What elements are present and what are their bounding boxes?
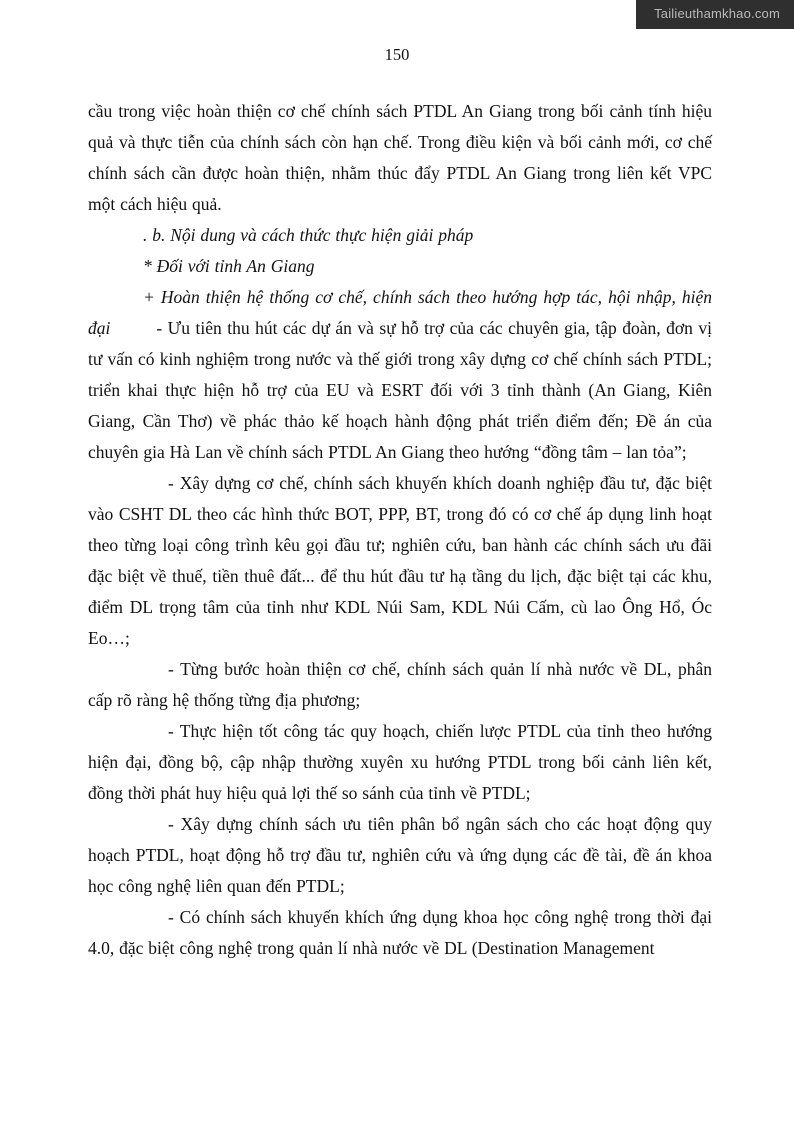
paragraph — [88, 654, 712, 716]
paragraph — [88, 220, 712, 251]
paragraph — [88, 468, 712, 654]
page-number: 150 — [384, 45, 410, 64]
text-segment: - Thực hiện tốt công tác quy hoạch, chiến lược PTDL của tỉnh theo hướng hiện đại, đồng bộ, cập nhập thường xuyên xu hướng PTDL trong bối cảnh liên kết, đồng thời phát huy hiệu quả lợi thế so sánh của tỉnh về PTDL; — [88, 721, 712, 803]
text-segment: - Từng bước hoàn thiện cơ chế, chính sách quản lí nhà nước về DL, phân cấp rõ ràng hệ thống từng địa phương; — [88, 659, 712, 710]
paragraph — [88, 282, 712, 468]
watermark: Tailieuthamkhao.com — [636, 0, 794, 29]
document-body — [88, 96, 712, 964]
paragraph — [88, 809, 712, 902]
text-segment: * Đối với tỉnh An Giang — [143, 256, 315, 276]
text-segment: - Xây dựng cơ chế, chính sách khuyến khích doanh nghiệp đầu tư, đặc biệt vào CSHT DL theo các hình thức BOT, PPP, BT, trong đó có cơ chế áp dụng linh hoạt theo từng loại công trình kêu gọi đầu tư; nghiên cứu, ban hành các chính sách ưu đãi đặc biệt về thuế, tiền thuê đất... để thu hút đầu tư hạ tầng du lịch, đặc biệt tại các khu, điểm DL trọng tâm của tỉnh như KDL Núi Sam, KDL Núi Cấm, cù lao Ông Hổ, Óc Eo…; — [88, 473, 712, 648]
text-segment: + Hoàn thiện hệ thống cơ chế, chính sách theo hướng hợp tác, hội nhập, hiện đại — [88, 287, 712, 338]
paragraph — [88, 96, 712, 220]
paragraph — [88, 902, 712, 964]
text-segment: - Có chính sách khuyến khích ứng dụng khoa học công nghệ trong thời đại 4.0, đặc biệt công nghệ trong quản lí nhà nước về DL (Destination Management — [88, 907, 712, 958]
paragraph — [88, 716, 712, 809]
text-segment: - Ưu tiên thu hút các dự án và sự hỗ trợ của các chuyên gia, tập đoàn, đơn vị tư vấn có kinh nghiệm trong nước và thế giới trong xây dựng cơ chế chính sách PTDL; triển khai thực hiện hỗ trợ của EU và ESRT đối với 3 tỉnh thành (An Giang, Kiên Giang, Cần Thơ) về phác thảo kế hoạch hành động phát triển điểm đến; Đề án của chuyên gia Hà Lan về chính sách PTDL An Giang theo hướng “đồng tâm – lan tỏa”; — [88, 318, 712, 462]
text-segment: . b. Nội dung và cách thức thực hiện giải pháp — [143, 225, 474, 245]
text-segment: cầu trong việc hoàn thiện cơ chế chính sách PTDL An Giang trong bối cảnh tính hiệu quả và thực tiễn của chính sách còn hạn chế. Trong điều kiện và bối cảnh mới, cơ chế chính sách cần được hoàn thiện, nhằm thúc đẩy PTDL An Giang trong liên kết VPC một cách hiệu quả. — [88, 101, 712, 214]
paragraph — [88, 251, 712, 282]
text-segment: - Xây dựng chính sách ưu tiên phân bổ ngân sách cho các hoạt động quy hoạch PTDL, hoạt động hỗ trợ đầu tư, nghiên cứu và ứng dụng các đề tài, đề án khoa học công nghệ liên quan đến PTDL; — [88, 814, 712, 896]
